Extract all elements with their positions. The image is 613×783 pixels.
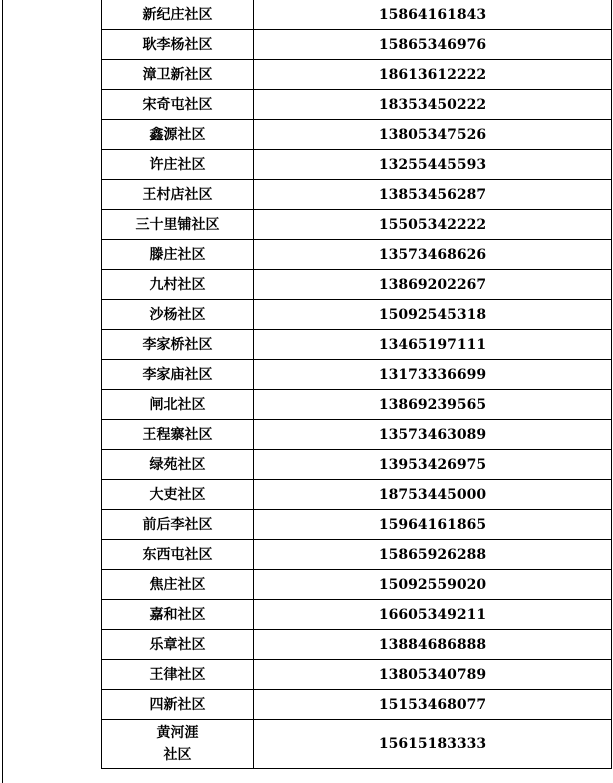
community-name: 嘉和社区: [102, 600, 254, 630]
community-phone: 18613612222: [254, 60, 612, 90]
table-row: [102, 510, 612, 540]
community-phone: 13869239565: [254, 390, 612, 420]
community-phone: 15865926288: [254, 540, 612, 570]
table-row: [102, 420, 612, 450]
table-row: [102, 330, 612, 360]
table-row: [102, 270, 612, 300]
community-phone: 15153468077: [254, 690, 612, 720]
community-phone: 18353450222: [254, 90, 612, 120]
community-contact-table: [101, 0, 612, 769]
table-row: [102, 0, 612, 30]
community-phone: 13255445593: [254, 150, 612, 180]
table-row: [102, 120, 612, 150]
left-border-line: [2, 0, 3, 783]
community-phone: 15865346976: [254, 30, 612, 60]
community-phone: 13953426975: [254, 450, 612, 480]
community-phone: 13853456287: [254, 180, 612, 210]
table-row: [102, 300, 612, 330]
community-name: 王村店社区: [102, 180, 254, 210]
community-name: 乐章社区: [102, 630, 254, 660]
community-name: 宋奇屯社区: [102, 90, 254, 120]
table-row: [102, 660, 612, 690]
community-name: 许庄社区: [102, 150, 254, 180]
table-row: [102, 450, 612, 480]
community-name: 焦庄社区: [102, 570, 254, 600]
table-row: [102, 210, 612, 240]
community-name: 李家庙社区: [102, 360, 254, 390]
community-phone: 13869202267: [254, 270, 612, 300]
community-name: 闸北社区: [102, 390, 254, 420]
table-row: [102, 90, 612, 120]
community-name: 王程寨社区: [102, 420, 254, 450]
table-row: [102, 540, 612, 570]
community-name: 绿苑社区: [102, 450, 254, 480]
community-phone: 13573463089: [254, 420, 612, 450]
community-name: 前后李社区: [102, 510, 254, 540]
community-name: 沙杨社区: [102, 300, 254, 330]
table-row: [102, 360, 612, 390]
community-name: [102, 720, 254, 769]
community-phone: 13573468626: [254, 240, 612, 270]
community-name: 鑫源社区: [102, 120, 254, 150]
community-name: 大吏社区: [102, 480, 254, 510]
community-name: 四新社区: [102, 690, 254, 720]
community-phone: 13884686888: [254, 630, 612, 660]
community-name: 九村社区: [102, 270, 254, 300]
table-row: [102, 720, 612, 769]
community-phone: 13805347526: [254, 120, 612, 150]
community-phone: 15505342222: [254, 210, 612, 240]
community-name-line1: 黄河涯: [156, 725, 199, 741]
community-name: 漳卫新社区: [102, 60, 254, 90]
community-name: 王律社区: [102, 660, 254, 690]
community-phone: 15092559020: [254, 570, 612, 600]
community-phone: 15092545318: [254, 300, 612, 330]
table-row: [102, 600, 612, 630]
table-row: [102, 630, 612, 660]
community-name: 耿李杨社区: [102, 30, 254, 60]
community-name: 滕庄社区: [102, 240, 254, 270]
community-name-line2: 社区: [163, 747, 192, 763]
community-phone: 15864161843: [254, 0, 612, 30]
community-name: 李家桥社区: [102, 330, 254, 360]
community-phone: 16605349211: [254, 600, 612, 630]
community-phone: 18753445000: [254, 480, 612, 510]
community-phone: 13173336699: [254, 360, 612, 390]
table-row: [102, 390, 612, 420]
table-row: [102, 570, 612, 600]
table-row: [102, 240, 612, 270]
table-row: [102, 180, 612, 210]
community-phone: 15615183333: [254, 720, 612, 769]
community-name: 东西屯社区: [102, 540, 254, 570]
table-row: [102, 60, 612, 90]
community-name: 新纪庄社区: [102, 0, 254, 30]
table-row: [102, 30, 612, 60]
table-row: [102, 480, 612, 510]
community-phone: 13805340789: [254, 660, 612, 690]
table-row: [102, 150, 612, 180]
community-phone: 13465197111: [254, 330, 612, 360]
community-phone: 15964161865: [254, 510, 612, 540]
table-row: [102, 690, 612, 720]
community-name: 三十里铺社区: [102, 210, 254, 240]
